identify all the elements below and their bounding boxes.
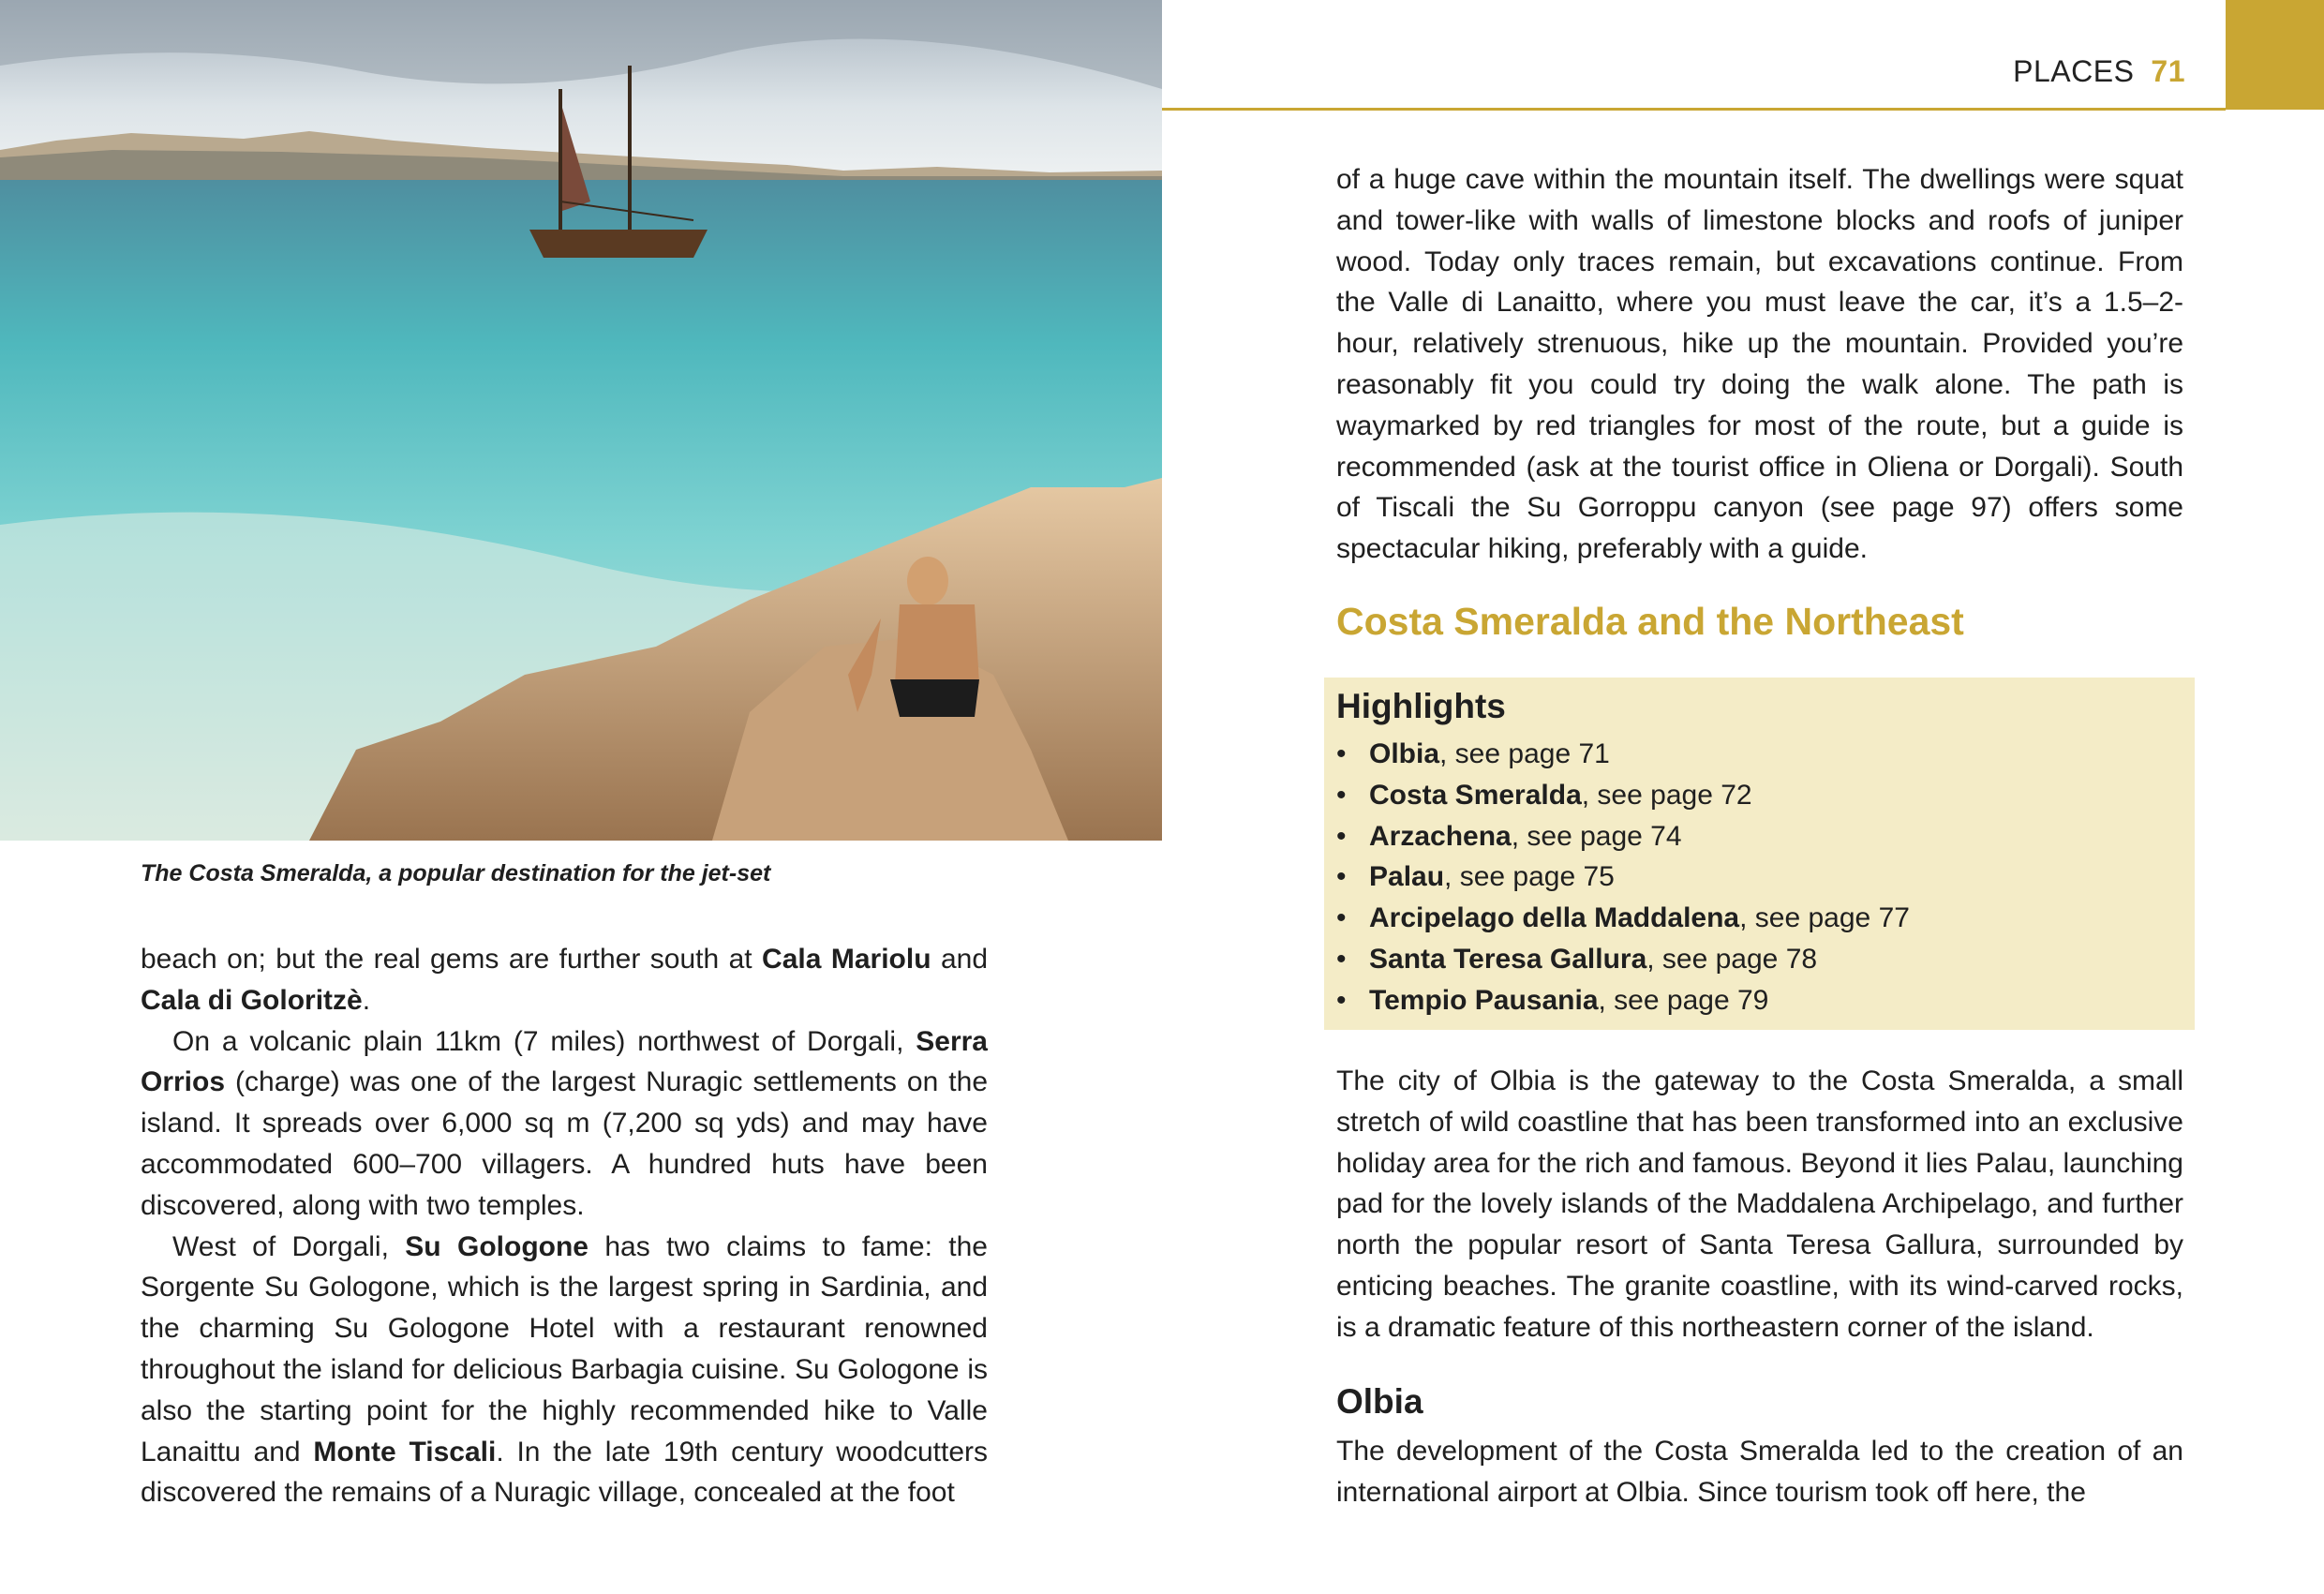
list-item: • Arzachena, see page 74 xyxy=(1336,816,1910,857)
running-head xyxy=(2013,54,2185,89)
bullet: • xyxy=(1336,902,1347,934)
bullet: • xyxy=(1336,861,1347,893)
bullet: • xyxy=(1336,984,1347,1016)
highlights-list xyxy=(1336,734,1910,1021)
list-item: • Costa Smeralda, see page 72 xyxy=(1336,775,1910,816)
header-rule xyxy=(1162,108,2226,111)
bullet: • xyxy=(1336,820,1347,852)
highlights-title: Highlights xyxy=(1336,687,1506,725)
place-name: Cala Mariolu xyxy=(762,944,931,975)
page-number: 71 xyxy=(2151,54,2185,88)
olbia-paragraph: The development of the Costa Smeralda led to the creation of an international airport at Olbia. Since tourism took off here, the xyxy=(1336,1436,2183,1508)
bullet: • xyxy=(1336,943,1347,975)
highlights-box xyxy=(1324,678,2195,1030)
list-item: • Olbia, see page 71 xyxy=(1336,734,1910,775)
section-title: Costa Smeralda and the Northeast xyxy=(1336,600,1964,643)
photo-illustration xyxy=(0,0,1162,841)
place-name: Su Gologone xyxy=(405,1230,588,1262)
paragraph: On a volcanic plain 11km (7 miles) northwest of Dorgali, Serra Orrios (charge) was one of the largest Nuragic settlements on the island. It spreads over 6,000 sq m (7,200 sq yds) and may have accommodated 600–700 villagers. A hundred huts have been discovered, along with two temples. xyxy=(141,1025,988,1221)
place-name: Monte Tiscali xyxy=(313,1436,497,1467)
place-name: Serra Orrios xyxy=(141,1025,988,1098)
left-column-text xyxy=(141,939,988,1513)
olbia-heading: Olbia xyxy=(1336,1382,1423,1421)
bullet: • xyxy=(1336,779,1347,811)
photo-caption: The Costa Smeralda, a popular destination for the jet-set xyxy=(141,860,771,886)
list-item: • Santa Teresa Gallura, see page 78 xyxy=(1336,939,1910,980)
right-column-continued-text: of a huge cave within the mountain itself. The dwellings were squat and tower-like with walls of limestone blocks and roofs of juniper wood. Today only traces remain, but excavations continue. From the Valle di Lanaitto, where you must leave the car, it’s a 1.5–2-hour, relatively strenuous, hike up the mountain. Provided you’re reasonably fit you could try doing the walk alone. The path is waymarked by red triangles for most of the route, but a guide is recommended (ask at the tourist office in Oliena or Dorgali). South of Tiscali the Su Gorroppu canyon (see page 97) offers some spectacular hiking, preferably with a guide. xyxy=(1336,164,2183,565)
list-item: • Tempio Pausania, see page 79 xyxy=(1336,980,1910,1021)
section-label: PLACES xyxy=(2013,54,2135,88)
bullet: • xyxy=(1336,738,1347,769)
paragraph: West of Dorgali, Su Gologone has two claims to fame: the Sorgente Su Gologone, which is the largest spring in Sardinia, and the charming Su Gologone Hotel with a restaurant renowned throughout the island for delicious Barbagia cuisine. Su Gologone is also the starting point for the highly recommended hike to Valle Lanaittu and Monte Tiscali. In the late 19th century woodcutters discovered the remains of a Nuragic village, concealed at the foot xyxy=(141,1230,989,1509)
intro-paragraph: The city of Olbia is the gateway to the Costa Smeralda, a small stretch of wild coastline that has been transformed into an exclusive holiday area for the rich and famous. Beyond it lies Palau, launching pad for the lovely islands of the Maddalena Archipelago, and further north the popular resort of Santa Teresa Gallura, surrounded by enticing beaches. The granite coastline, with its wind-carved rocks, is a dramatic feature of this northeastern corner of the island. xyxy=(1336,1065,2183,1343)
paragraph: beach on; but the real gems are further south at Cala Mariolu and Cala di Goloritzè. xyxy=(141,944,989,1016)
place-name: Cala di Goloritzè xyxy=(141,984,363,1016)
list-item: • Palau, see page 75 xyxy=(1336,857,1910,898)
list-item: • Arcipelago della Maddalena, see page 77 xyxy=(1336,898,1910,939)
page-tab xyxy=(2226,0,2324,110)
costa-smeralda-photo xyxy=(0,0,1162,841)
